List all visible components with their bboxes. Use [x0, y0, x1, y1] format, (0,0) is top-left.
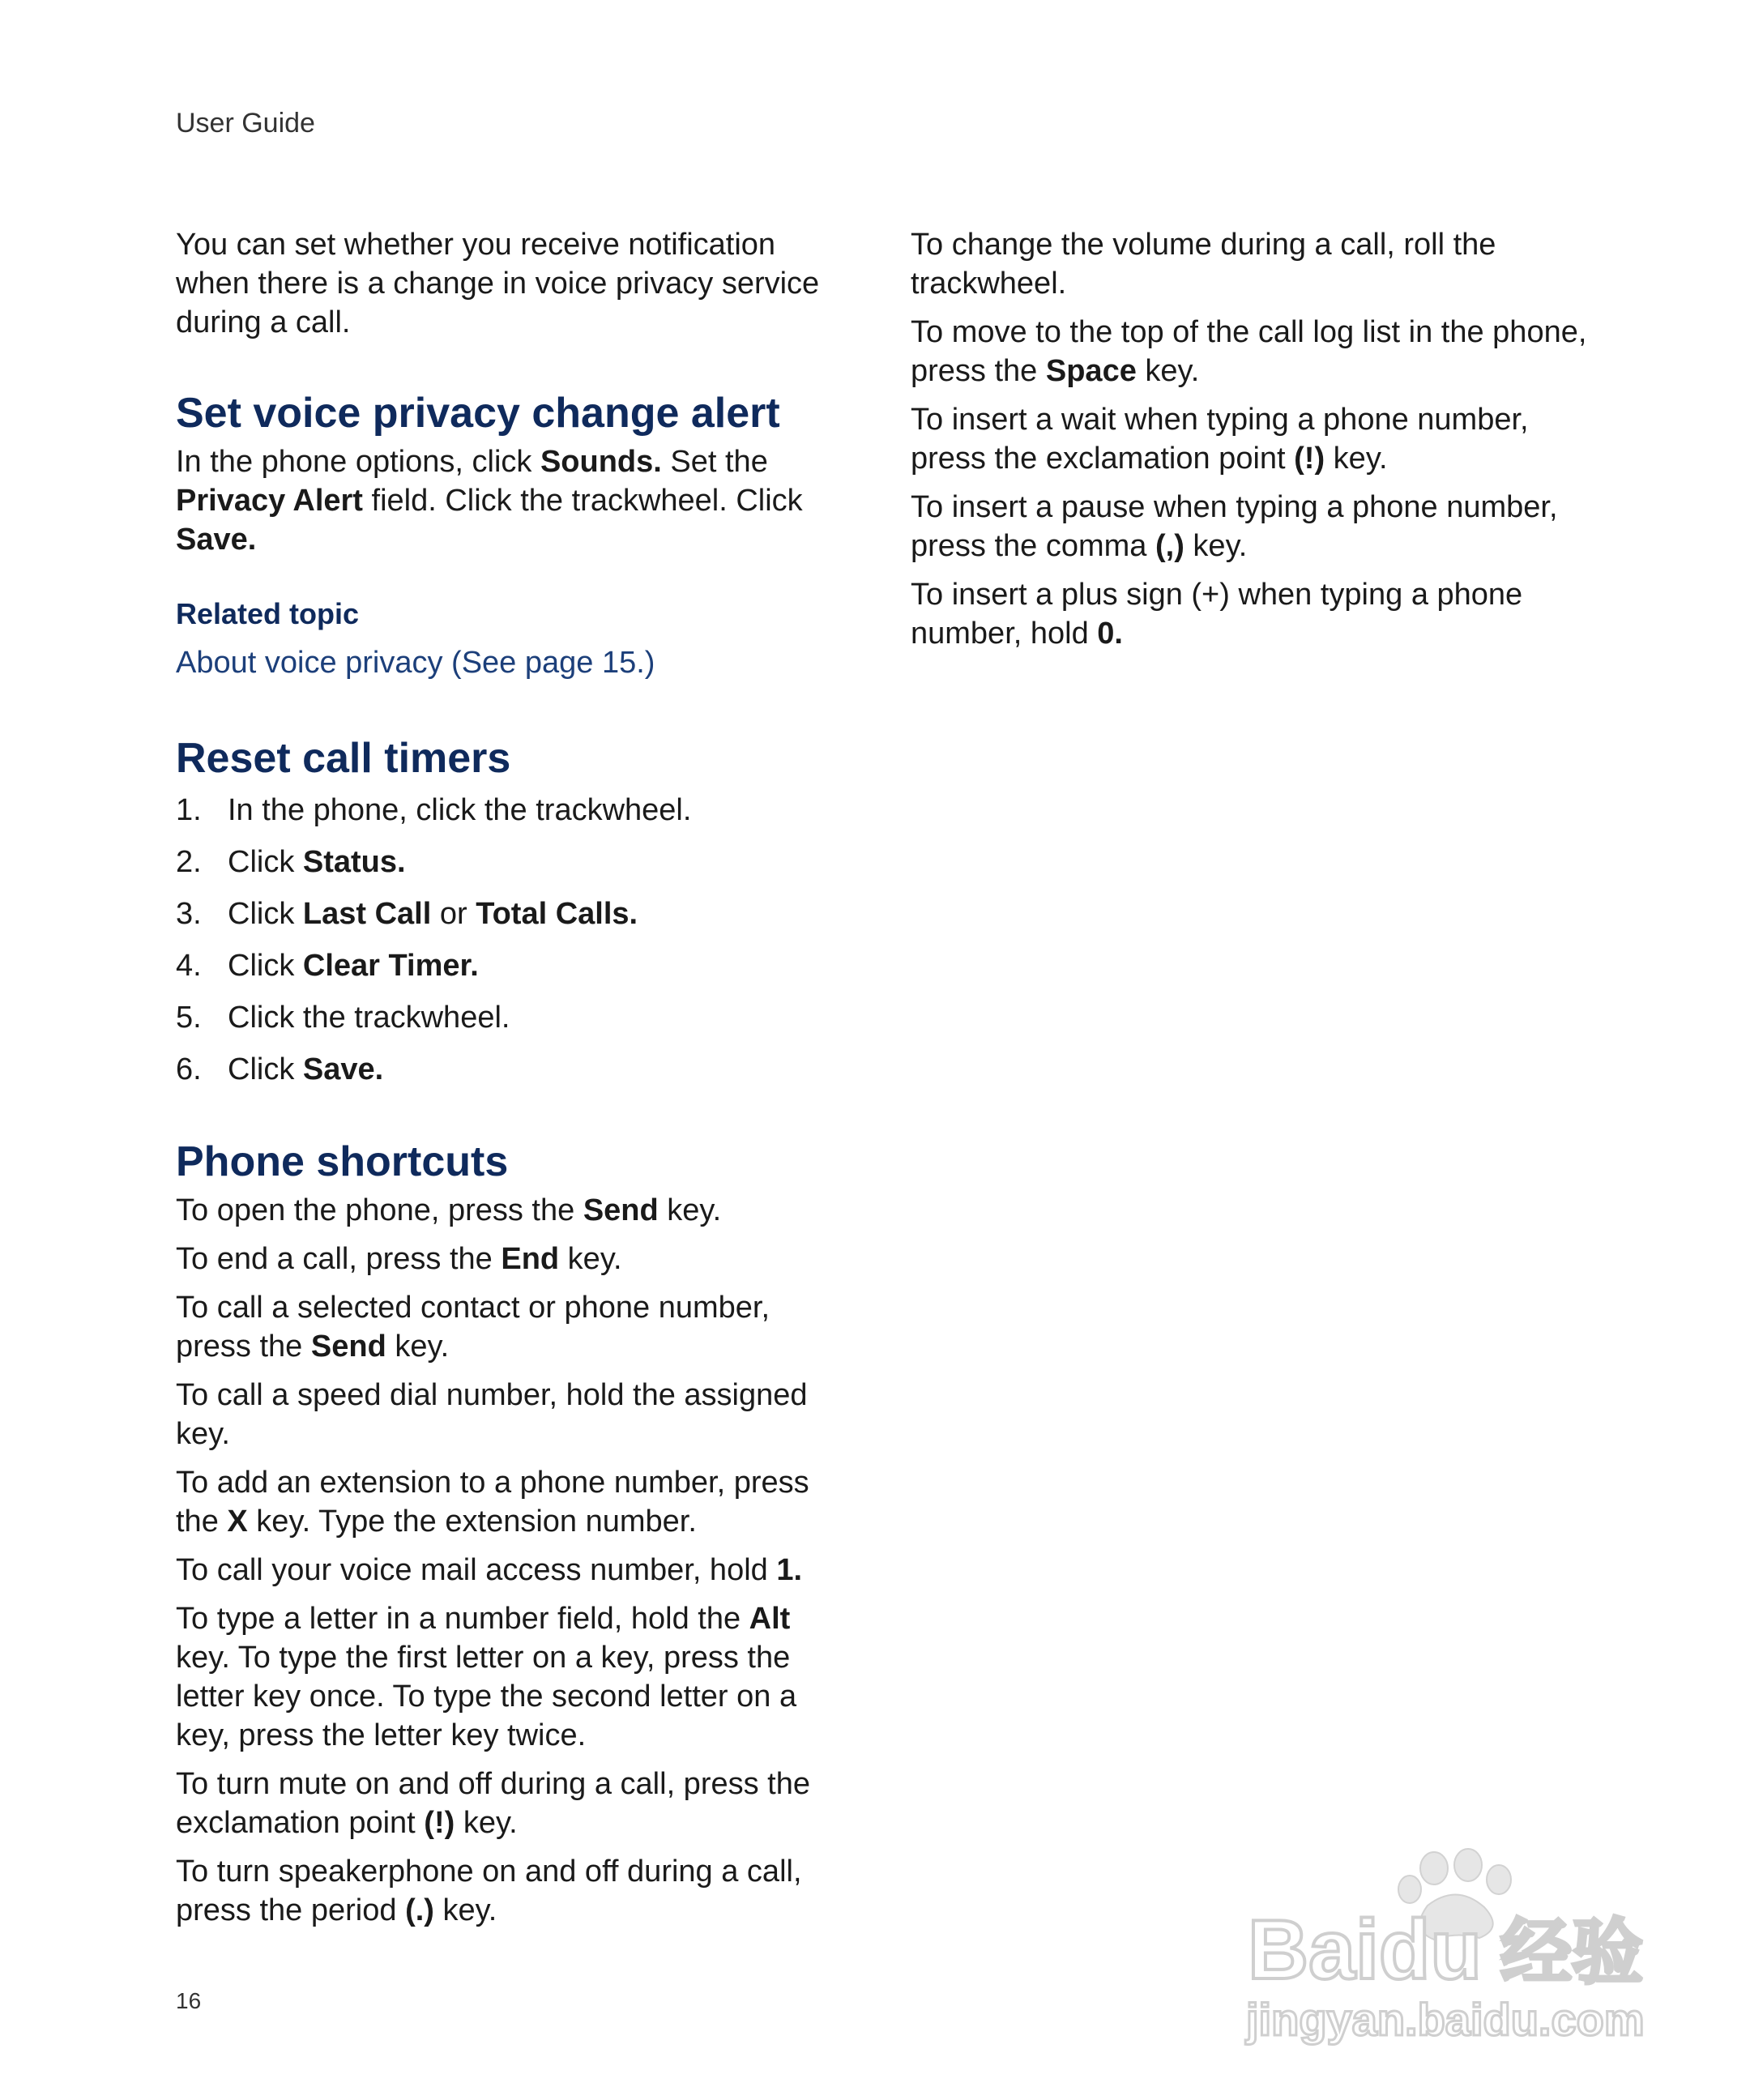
shortcut-paragraph: To type a letter in a number field, hold the Alt key. To type the first letter on a key, press the letter key once. To type the second letter on a key, press the letter key twice.	[176, 1602, 797, 1752]
right-column	[911, 225, 1595, 663]
shortcut-paragraph: To end a call, press the End key.	[176, 1242, 622, 1276]
related-topic-heading: Related topic	[176, 597, 360, 630]
list-item: 3. Click Last Call or Total Calls.	[176, 897, 638, 931]
watermark-cn-text: 经验	[1500, 1910, 1644, 1994]
shortcut-paragraph: To turn mute on and off during a call, press the exclamation point (!) key.	[176, 1767, 810, 1840]
shortcut-paragraph: To insert a plus sign (+) when typing a phone number, hold 0.	[911, 578, 1523, 651]
baidu-watermark-logo	[1240, 1847, 1661, 2050]
shortcut-paragraph: To turn speakerphone on and off during a call, press the period (.) key.	[176, 1855, 802, 1927]
shortcut-paragraph: To call your voice mail access number, hold 1.	[176, 1553, 803, 1587]
shortcut-paragraph: To move to the top of the call log list in the phone, press the Space key.	[911, 315, 1587, 388]
page-number: 16	[176, 1988, 202, 2013]
shortcut-paragraph: To open the phone, press the Send key.	[176, 1193, 722, 1227]
intro-paragraph: You can set whether you receive notification when there is a change in voice privacy service during a call.	[176, 228, 820, 339]
list-item: 5. Click the trackwheel.	[176, 1001, 510, 1035]
shortcut-paragraph: To add an extension to a phone number, press the X key. Type the extension number.	[176, 1466, 809, 1539]
section-heading-phone-shortcuts: Phone shortcuts	[176, 1138, 509, 1185]
section-heading-reset-timers: Reset call timers	[176, 735, 511, 782]
list-item: 1. In the phone, click the trackwheel.	[176, 793, 692, 827]
shortcut-paragraph: To call a speed dial number, hold the assigned key.	[176, 1378, 808, 1451]
list-item: 4. Click Clear Timer.	[176, 949, 479, 983]
shortcut-paragraph: To insert a pause when typing a phone number, press the comma (,) key.	[911, 490, 1558, 563]
section-heading-privacy-alert: Set voice privacy change alert	[176, 390, 780, 437]
shortcut-paragraph: To change the volume during a call, roll the trackwheel.	[911, 228, 1496, 301]
list-item: 2. Click Status.	[176, 845, 406, 879]
list-item: 6. Click Save.	[176, 1052, 384, 1086]
watermark-brand-text: Baidu	[1248, 1903, 1482, 1997]
shortcut-paragraph: To insert a wait when typing a phone number, press the exclamation point (!) key.	[911, 403, 1529, 476]
privacy-alert-paragraph: In the phone options, click Sounds. Set the Privacy Alert field. Click the trackwheel. Click Save.	[176, 445, 803, 557]
shortcut-paragraph: To call a selected contact or phone number, press the Send key.	[176, 1291, 770, 1364]
running-header: User Guide	[176, 108, 315, 139]
reset-steps-list	[176, 791, 852, 1089]
related-topic-link[interactable]: About voice privacy (See page 15.)	[176, 646, 655, 680]
watermark-url-text: jingyan.baidu.com	[1246, 1994, 1645, 2045]
left-column	[176, 225, 852, 1940]
